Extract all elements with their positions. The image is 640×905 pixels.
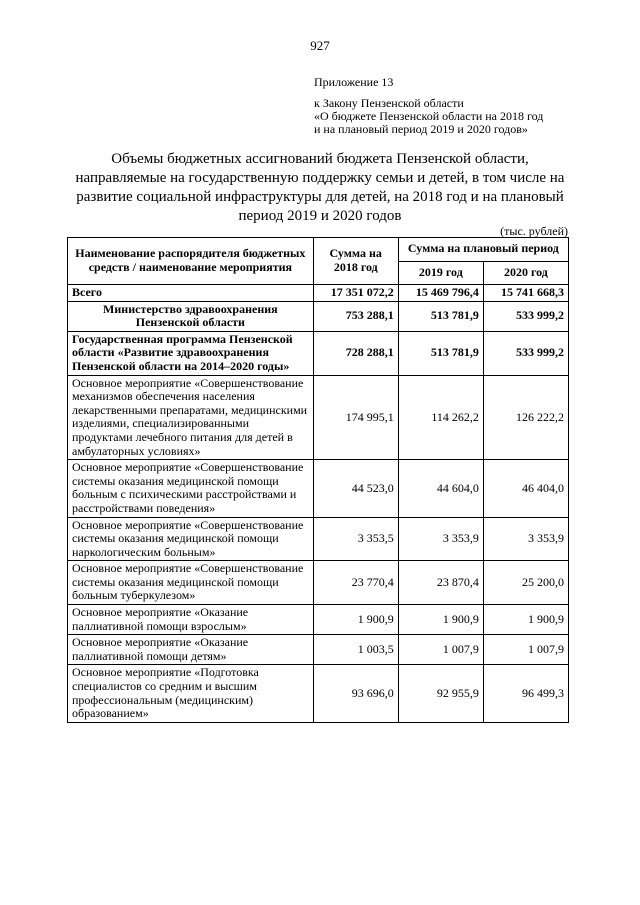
row-2020: 126 222,2: [483, 375, 568, 460]
row-2020: 1 007,9: [483, 635, 568, 665]
units-label: (тыс. рублей): [500, 224, 568, 238]
header-sum-2018: Сумма на 2018 год: [313, 238, 398, 285]
table-row: [68, 635, 569, 665]
table-row: [68, 285, 569, 302]
row-name: Основное мероприятие «Совершенствование механизмов обеспечения населения лекарственными препаратами, медицинскими изделиями, специализированными продуктами лечебного питания для детей в амбулаторных условиях»: [68, 375, 314, 460]
row-2019: 513 781,9: [398, 331, 483, 375]
appendix-number: Приложение 13: [314, 75, 394, 89]
row-name: Основное мероприятие «Подготовка специалистов со средним и высшим профессиональным (медицинским) образованием»: [68, 665, 314, 722]
row-2020: 533 999,2: [483, 301, 568, 331]
row-2020: 3 353,9: [483, 517, 568, 561]
row-2019: 44 604,0: [398, 460, 483, 517]
row-2019: 23 870,4: [398, 561, 483, 605]
header-name: Наименование распорядителя бюджетных средств / наименование мероприятия: [68, 238, 314, 285]
row-name: Основное мероприятие «Совершенствование системы оказания медицинской помощи больным с психическими расстройствами и расстройствами поведения»: [68, 460, 314, 517]
page-number: 927: [310, 38, 330, 53]
document-title: Объемы бюджетных ассигнований бюджета Пензенской области, направляемые на государственную поддержку семьи и детей, в том числе на развитие социальной инфраструктуры для детей, на 2018 год и на плановый период 2019 и 2020 годов: [75, 151, 565, 224]
row-2018: 753 288,1: [313, 301, 398, 331]
table-row: [68, 665, 569, 722]
appendix-law-title-1: «О бюджете Пензенской области на 2018 год: [314, 109, 544, 123]
row-2020: 15 741 668,3: [483, 285, 568, 302]
row-name: Основное мероприятие «Совершенствование системы оказания медицинской помощи больным туберкулезом»: [68, 561, 314, 605]
appendix-law-ref: к Закону Пензенской области: [314, 96, 464, 110]
header-planned-period: Сумма на плановый период: [398, 238, 568, 262]
appendix-note: [314, 76, 543, 136]
row-2019: 1 900,9: [398, 605, 483, 635]
row-2020: 1 900,9: [483, 605, 568, 635]
row-2020: 46 404,0: [483, 460, 568, 517]
row-2019: 92 955,9: [398, 665, 483, 722]
row-2018: 93 696,0: [313, 665, 398, 722]
row-2019: 3 353,9: [398, 517, 483, 561]
row-name: Государственная программа Пензенской области «Развитие здравоохранения Пензенской области на 2014–2020 годы»: [68, 331, 314, 375]
table-row: [68, 375, 569, 460]
header-2019: 2019 год: [398, 261, 483, 285]
row-2019: 513 781,9: [398, 301, 483, 331]
row-2018: 3 353,5: [313, 517, 398, 561]
row-2018: 174 995,1: [313, 375, 398, 460]
row-2020: 25 200,0: [483, 561, 568, 605]
row-name: Министерство здравоохранения Пензенской области: [68, 301, 314, 331]
row-2020: 96 499,3: [483, 665, 568, 722]
table-row: [68, 301, 569, 331]
row-2018: 17 351 072,2: [313, 285, 398, 302]
row-name: Основное мероприятие «Оказание паллиативной помощи взрослым»: [68, 605, 314, 635]
table-row: [68, 460, 569, 517]
row-name: Основное мероприятие «Оказание паллиативной помощи детям»: [68, 635, 314, 665]
row-2018: 728 288,1: [313, 331, 398, 375]
row-2019: 114 262,2: [398, 375, 483, 460]
budget-table: [67, 237, 569, 723]
row-2018: 1 900,9: [313, 605, 398, 635]
table-row: [68, 605, 569, 635]
appendix-law-title-2: и на плановый период 2019 и 2020 годов»: [314, 122, 528, 136]
row-2020: 533 999,2: [483, 331, 568, 375]
header-2020: 2020 год: [483, 261, 568, 285]
row-name: Всего: [68, 285, 314, 302]
table-row: [68, 331, 569, 375]
row-2018: 1 003,5: [313, 635, 398, 665]
table-row: [68, 517, 569, 561]
row-2018: 23 770,4: [313, 561, 398, 605]
table-header-row: [68, 238, 569, 262]
row-name: Основное мероприятие «Совершенствование системы оказания медицинской помощи наркологическим больным»: [68, 517, 314, 561]
row-2019: 1 007,9: [398, 635, 483, 665]
row-2019: 15 469 796,4: [398, 285, 483, 302]
row-2018: 44 523,0: [313, 460, 398, 517]
table-row: [68, 561, 569, 605]
